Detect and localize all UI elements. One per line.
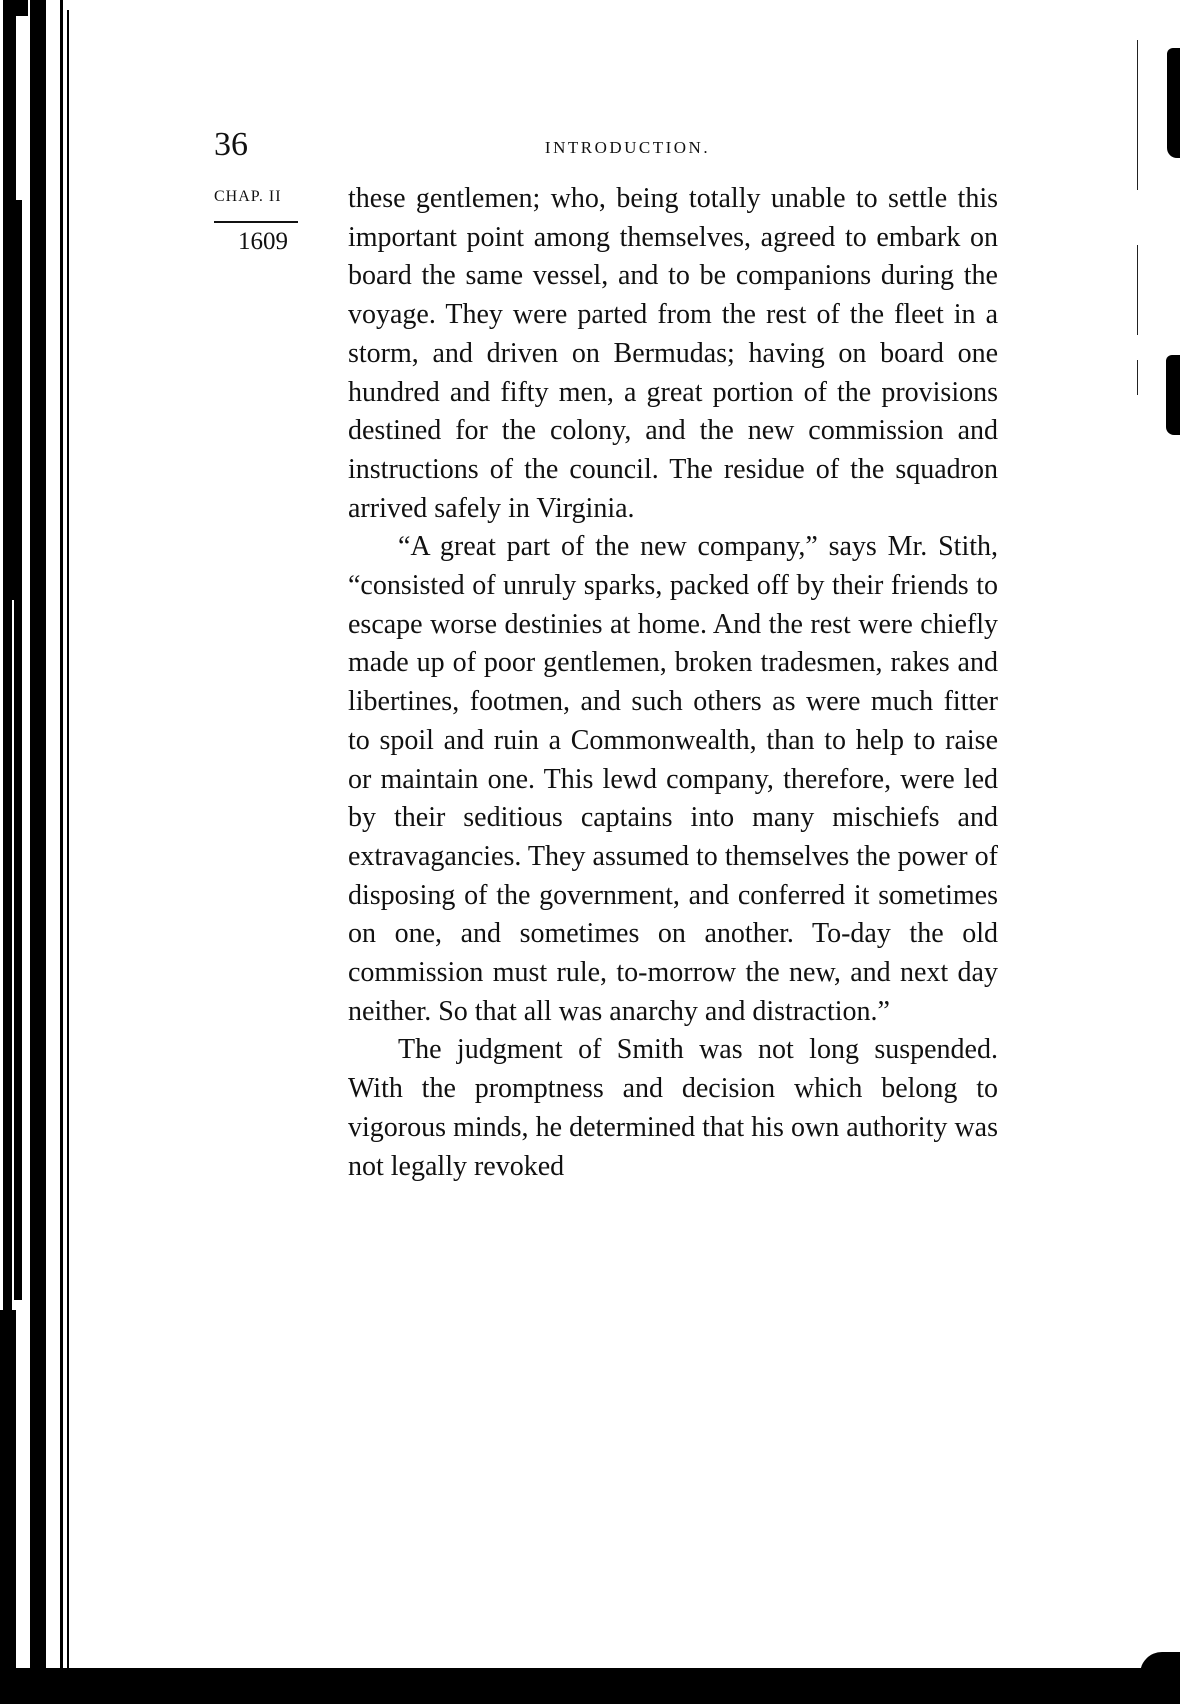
scan-edge-stripe	[14, 200, 22, 1300]
body-text	[348, 180, 998, 1186]
scan-right-line	[1137, 40, 1138, 190]
scan-page-curl	[1140, 1652, 1180, 1674]
scan-right-line	[1137, 245, 1138, 335]
scan-edge-stripe	[0, 1310, 16, 1704]
paragraph: The judgment of Smith was not long suspended. With the promptness and decision which belong to vigorous minds, he determined that his own authority was not legally revoked	[348, 1034, 998, 1182]
paragraph: these gentlemen; who, being totally unable to settle this important point among themselves, agreed to embark on board the same vessel, and to be companions during the voyage. They were parted from the rest of the fleet in a storm, and driven on Bermudas; having on board one hundred and fifty men, a great portion of the provisions destined for the colony, and the new commission and instructions of the council. The residue of the squadron arrived safely in Virginia.	[348, 183, 998, 524]
paragraph: “A great part of the new company,” says Mr. Stith, “consisted of unruly sparks, packed off by their friends to escape worse destinies at home. And the rest were chiefly made up of poor gentlemen, broken tradesmen, rakes and libertines, footmen, and such others as were much fitter to spoil and ruin a Commonwealth, than to help to raise or maintain one. This lewd company, therefore, were led by their seditious captains into many mischiefs and extravagancies. They assumed to themselves the power of disposing of the government, and conferred it sometimes on one, and sometimes on another. To-day the old commission must rule, to-morrow the new, and next day neither. So that all was anarchy and distraction.”	[348, 531, 998, 1027]
scan-bottom-band	[0, 1668, 1180, 1704]
margin-chapter: CHAP. II	[214, 188, 282, 205]
scan-edge-stripe	[60, 0, 63, 1704]
scan-edge-stripe	[67, 10, 69, 1704]
scan-edge-stripe	[30, 0, 46, 1704]
margin-year: 1609	[238, 228, 288, 255]
margin-divider	[214, 221, 298, 223]
page-number: 36	[214, 126, 248, 163]
running-head-text: INTRODUCTION.	[544, 138, 711, 157]
running-head	[0, 138, 1180, 158]
scan-right-blob	[1166, 355, 1180, 435]
scan-right-line	[1137, 360, 1138, 395]
